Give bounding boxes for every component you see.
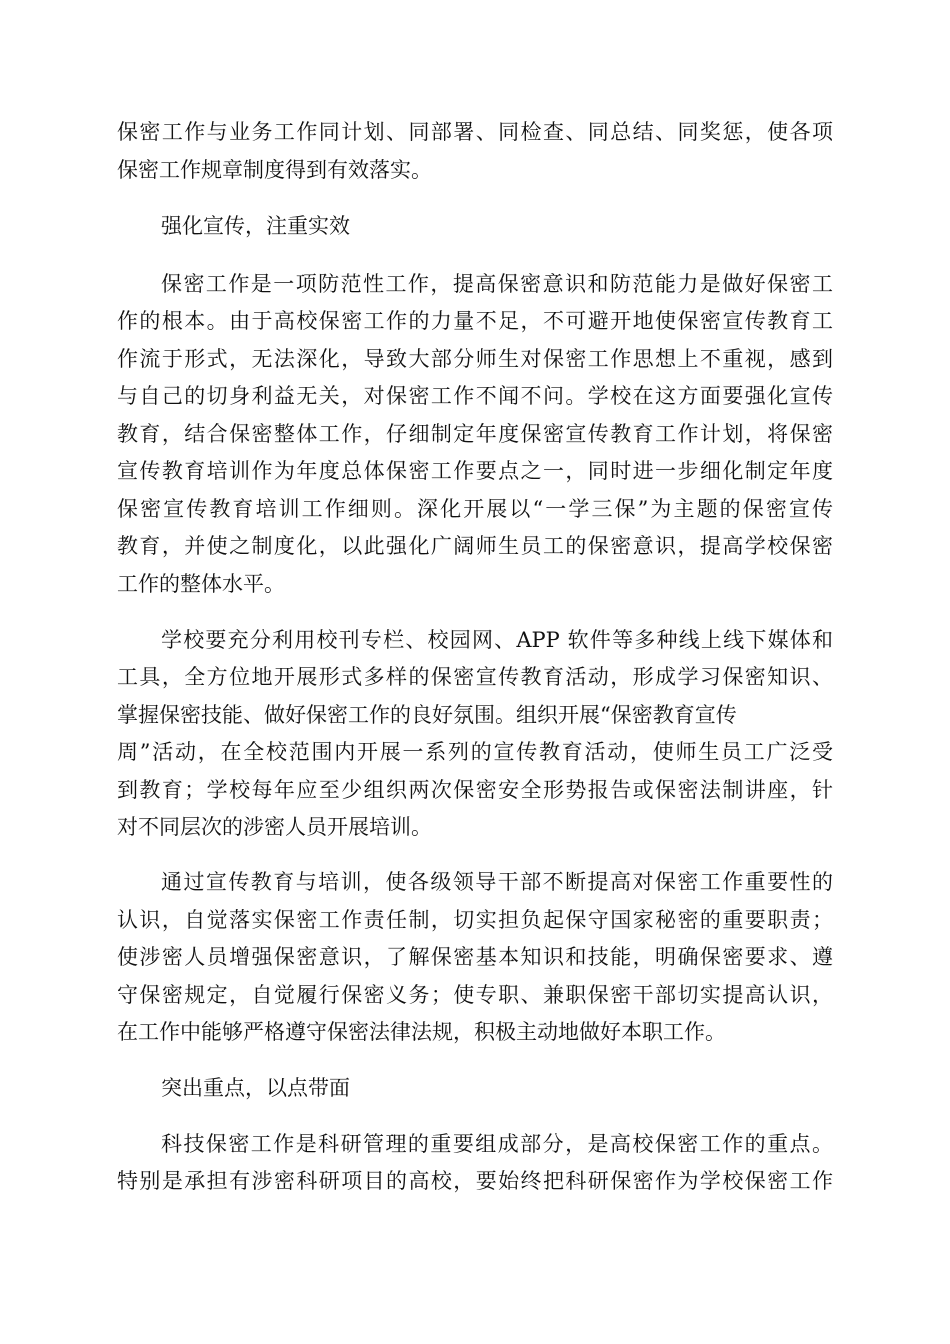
paragraph-line: 守保密规定，自觉履行保密义务；使专职、兼职保密干部切实提高认识， xyxy=(117,983,833,1007)
paragraph-line: 宣传教育培训作为年度总体保密工作要点之一，同时进一步细化制定年度 xyxy=(117,459,833,483)
paragraph-line: 教育，结合保密整体工作，仔细制定年度保密宣传教育工作计划，将保密 xyxy=(117,422,833,446)
paragraph-line: 通过宣传教育与培训，使各级领导干部不断提高对保密工作重要性的 xyxy=(161,870,833,894)
paragraph-line: 保密宣传教育培训工作细则。深化开展以“一学三保”为主题的保密宣传 xyxy=(117,497,833,521)
paragraph-line: 学校要充分利用校刊专栏、校园网、APP 软件等多种线上线下媒体和 xyxy=(161,628,833,652)
paragraph-line: 作流于形式，无法深化，导致大部分师生对保密工作思想上不重视，感到 xyxy=(117,347,833,371)
paragraph-line: 对不同层次的涉密人员开展培训。 xyxy=(117,815,432,839)
paragraph-line: 到教育；学校每年应至少组织两次保密安全形势报告或保密法制讲座，针 xyxy=(117,778,833,802)
paragraph-line: 作的根本。由于高校保密工作的力量不足，不可避开地使保密宣传教育工 xyxy=(117,309,833,333)
paragraph-line: 工具，全方位地开展形式多样的保密宣传教育活动，形成学习保密知识、 xyxy=(117,665,833,689)
paragraph-line: 工作的整体水平。 xyxy=(117,572,285,596)
paragraph-line: 保密工作规章制度得到有效落实。 xyxy=(117,158,432,182)
paragraph-line: 掌握保密技能、做好保密工作的良好氛围。组织开展“保密教育宣传 xyxy=(117,703,737,727)
paragraph-line: 在工作中能够严格遵守保密法律法规，积极主动地做好本职工作。 xyxy=(117,1020,726,1044)
paragraph-line: 与自己的切身利益无关，对保密工作不闻不问。学校在这方面要强化宣传 xyxy=(117,384,833,408)
paragraph-line: 特别是承担有涉密科研项目的高校，要始终把科研保密作为学校保密工作 xyxy=(117,1169,833,1193)
paragraph-line: 科技保密工作是科研管理的重要组成部分，是高校保密工作的重点。 xyxy=(161,1132,833,1156)
paragraph-line: 教育，并使之制度化，以此强化广阔师生员工的保密意识，提高学校保密 xyxy=(117,534,833,558)
paragraph-line: 保密工作与业务工作同计划、同部署、同检查、同总结、同奖惩，使各项 xyxy=(117,120,833,144)
paragraph-line: 认识，自觉落实保密工作责任制，切实担负起保守国家秘密的重要职责； xyxy=(117,908,833,932)
section-heading: 强化宣传，注重实效 xyxy=(161,214,350,238)
section-heading: 突出重点，以点带面 xyxy=(161,1076,350,1100)
paragraph-line: 周”活动，在全校范围内开展一系列的宣传教育活动，使师生员工广泛受 xyxy=(117,740,833,764)
paragraph-line: 使涉密人员增强保密意识，了解保密基本知识和技能，明确保密要求、遵 xyxy=(117,945,833,969)
paragraph-line: 保密工作是一项防范性工作，提高保密意识和防范能力是做好保密工 xyxy=(161,272,833,296)
